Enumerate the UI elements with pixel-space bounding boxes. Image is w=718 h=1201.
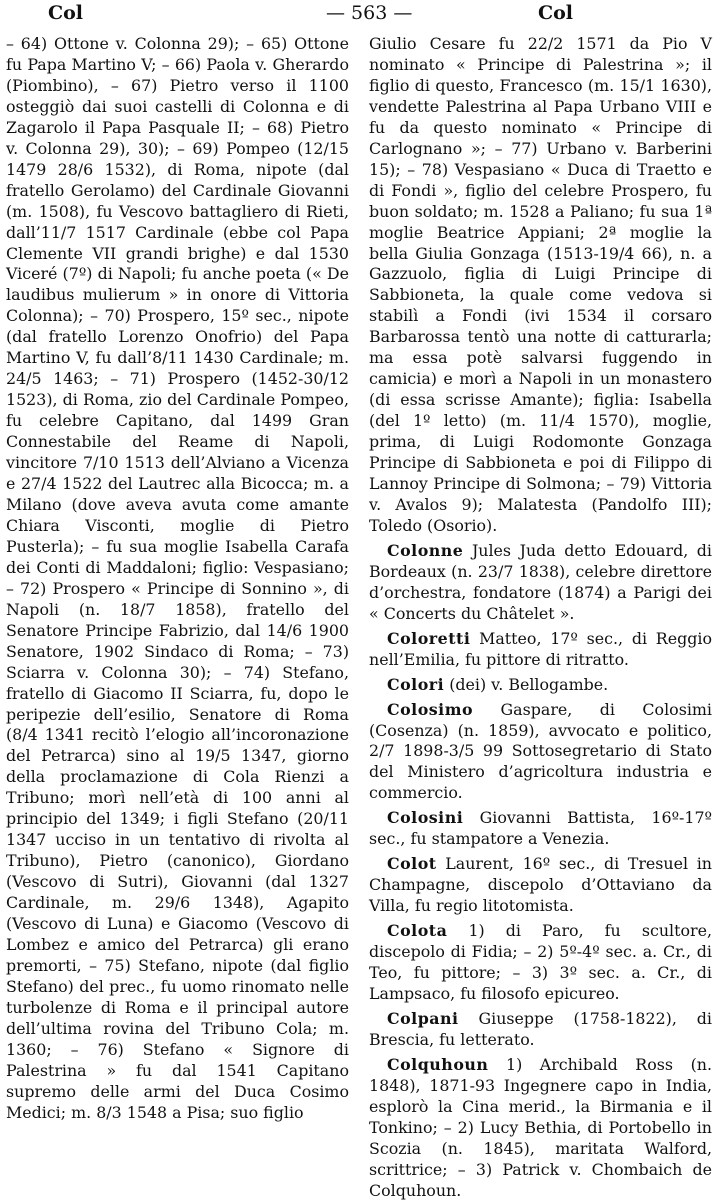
entry-text: 1) Archibald Ross (n. 1848), 1871-93 Ingegnere capo in India, esplorò la Cina merid., la Birmania e il Tonkino; – 2) Lucy Bethia, di Portobello in Scozia (n. 1845), maritata Walford, scrittrice; – 3) Patrick v. Chombaich de Colquhoun. <box>369 1054 712 1200</box>
headword: Colosimo <box>387 699 474 719</box>
headword: Colpani <box>387 1008 459 1028</box>
entry-text: Gaspare, di Colosimi (Cosenza) (n. 1859), avvocato e politico, 2/7 1898-3/5 99 Sottosegretario di Stato del Ministero d’agricoltura industria e commercio. <box>369 699 712 803</box>
entry-colosini <box>369 808 712 850</box>
right-column <box>369 34 712 1201</box>
entry-colori <box>369 675 712 696</box>
left-column <box>6 34 349 1201</box>
headword: Coloretti <box>387 628 471 648</box>
entry-coloretti <box>369 629 712 671</box>
entry-colonne <box>369 541 712 625</box>
header-left-guideword: Col <box>48 2 84 24</box>
colonna-entry-continuation-2: Giulio Cesare fu 22/2 1571 da Pio V nominato « Principe di Palestrina »; il figlio di questo, Francesco (m. 15/1 1630), vendette Palestrina al Papa Urbano VIII e fu da questo nominato « Principe di Carlognano »; – 77) Urbano v. Barberini 15); – 78) Vespasiano « Duca di Traetto e di Fondi », figlio del celebre Prospero, fu buon soldato; m. 1528 a Paliano; fu sua 1ª moglie Beatrice Appiani; 2ª moglie la bella Giulia Gonzaga (1513-19/4 66), n. a Gazzuolo, figlia di Luigi Principe di Sabbioneta, la quale come vedova si stabilì a Fondi (ivi 1534 il corsaro Barbarossa tentò una notte di catturarla; ma essa potè salvarsi fuggendo in camicia) e morì a Napoli in un monastero (di essa scrisse Amante); figlia: Isabella (del 1º letto) (m. 11/4 1570), moglie, prima, di Luigi Rodomonte Gonzaga Principe di Sabbioneta e poi di Filippo di Lannoy Principe di Solmona; – 79) Vittoria v. Avalos 9); Malatesta (Pandolfo III); Toledo (Osorio). <box>369 34 712 535</box>
entry-colota <box>369 921 712 1005</box>
header-right-guideword: Col <box>538 2 574 24</box>
headword: Colori <box>387 674 445 694</box>
entry-text: Laurent, 16º sec., di Tresuel in Champagne, discepolo d’Ottaviano da Villa, fu regio litotomista. <box>369 854 712 916</box>
headword: Colot <box>387 854 437 874</box>
entry-text: Giovanni Battista, 16º-17º sec., fu stampatore a Venezia. <box>369 808 712 849</box>
entry-text: Matteo, 17º sec., di Reggio nell’Emilia, fu pittore di ritratto. <box>369 628 712 669</box>
text-columns <box>6 34 712 1201</box>
entry-text: Jules Juda detto Edouard, di Bordeaux (n. 23/7 1838), celebre direttore d’orchestra, fondatore (1874) a Parigi dei « Concerts du Châtelet ». <box>369 540 712 623</box>
page-number: — 563 — <box>326 2 413 24</box>
headword: Colosini <box>387 808 464 828</box>
headword: Colquhoun <box>387 1054 489 1074</box>
entry-colpani <box>369 1009 712 1051</box>
entry-colosimo <box>369 700 712 805</box>
headword: Colonne <box>387 540 464 560</box>
page-header <box>8 0 710 30</box>
entry-text: Giuseppe (1758-1822), di Brescia, fu letterato. <box>369 1008 712 1049</box>
entry-text: (dei) v. Bellogambe. <box>449 674 609 694</box>
entry-colquhoun <box>369 1055 712 1201</box>
headword: Colota <box>387 921 448 941</box>
entry-colot <box>369 854 712 917</box>
entry-text: 1) di Paro, fu scultore, discepolo di Fidia; – 2) 5º-4º sec. a. Cr., di Teo, fu pittore; – 3) 3º sec. a. Cr., di Lampsaco, fu filosofo epicureo. <box>369 921 712 1003</box>
colonna-entry-continuation: – 64) Ottone v. Colonna 29); – 65) Ottone fu Papa Martino V; – 66) Paola v. Gherardo (Piombino), – 67) Pietro verso il 1100 osteggiò dai suoi castelli di Colonna e di Zagarolo il Papa Pasquale II; – 68) Pietro v. Colonna 29), 30); – 69) Pompeo (12/15 1479 28/6 1532), di Roma, nipote (dal fratello Gerolamo) del Cardinale Giovanni (m. 1508), fu Vescovo battagliero di Rieti, dall’11/7 1517 Cardinale (ebbe col Papa Clemente VII grandi brighe) e dal 1530 Viceré (7º) di Napoli; fu anche poeta (« De laudibus mulierum » in onore di Vittoria Colonna); – 70) Prospero, 15º sec., nipote (dal fratello Lorenzo Onofrio) del Papa Martino V, fu dall’8/11 1430 Cardinale; m. 24/5 1463; – 71) Prospero (1452-30/12 1523), di Roma, zio del Cardinale Pompeo, fu celebre Capitano, dal 1499 Gran Connestabile del Reame di Napoli, vincitore 7/10 1513 dell’Alviano a Vicenza e 27/4 1522 del Lautrec alla Bicocca; m. a Milano (dove aveva avuta come amante Chiara Visconti, moglie di Pietro Pusterla); – fu sua moglie Isabella Carafa dei Conti di Maddaloni; figlio: Vespasiano; – 72) Prospero « Principe di Sonnino », di Napoli (n. 18/7 1858), fratello del Senatore Principe Fabrizio, dal 14/6 1900 Senatore, 1902 Sindaco di Roma; – 73) Sciarra v. Colonna 30); – 74) Stefano, fratello di Giacomo II Sciarra, fu, dopo le peripezie dell’esilio, Senatore di Roma (8/4 1341 recitò l’elogio all’incoronazione del Petrarca) sino al 19/5 1347, giorno della proclamazione di Cola Rienzi a Tribuno; morì nell’età di 100 anni al principio del 1349; i figli Stefano (20/11 1347 ucciso in un tentativo di rivolta al Tribuno), Pietro (canonico), Giordano (Vescovo di Sutri), Giovanni (dal 1327 Cardinale, m. 29/6 1348), Agapito (Vescovo di Luna) e Giacomo (Vescovo di Lombez e amico del Petrarca) gli erano premorti, – 75) Stefano, nipote (dal figlio Stefano) del prec., fu uomo rinomato nelle turbolenze di Roma e il principal autore dell’ultima rovina del Tribuno Cola; m. 1360; – 76) Stefano « Signore di Palestrina » fu dal 1541 Capitano supremo delle armi del Duca Cosimo Medici; m. 8/3 1548 a Pisa; suo figlio <box>6 34 349 1122</box>
